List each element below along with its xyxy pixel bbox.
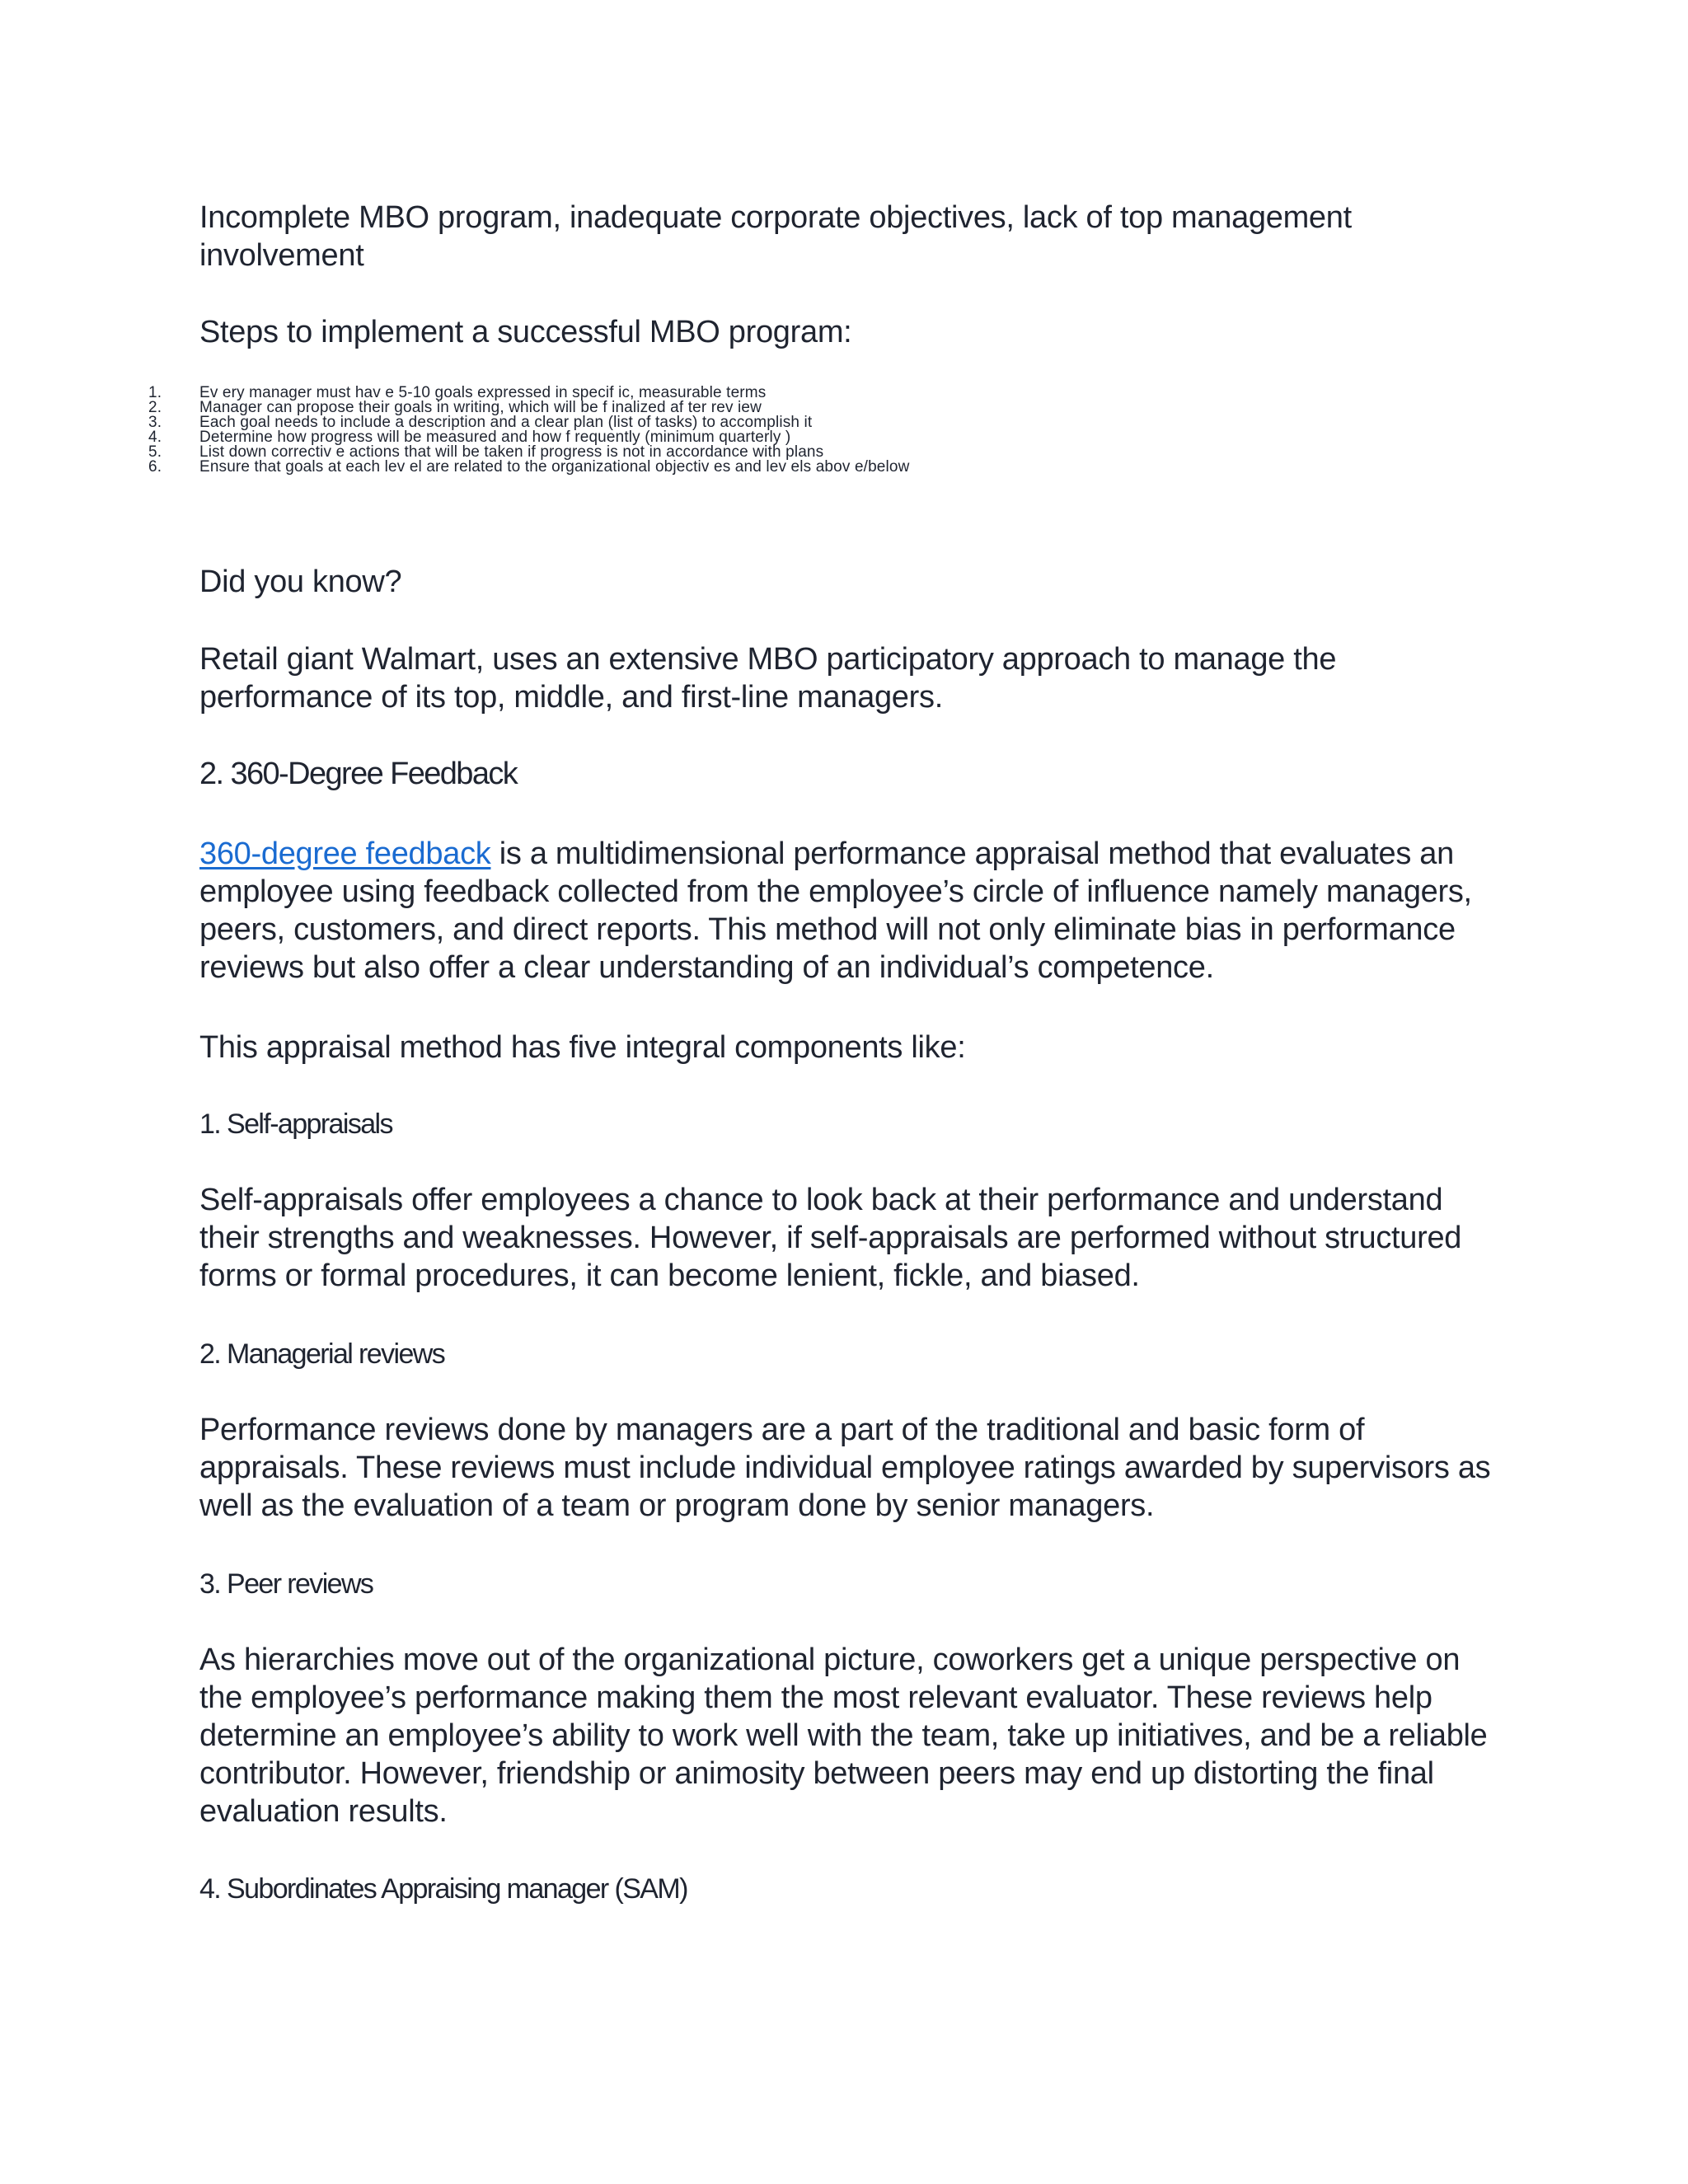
list-item-text: Ensure that goals at each lev el are related to the organizational objectiv es and lev els abov e/below [199,458,910,476]
list-item-text: Determine how progress will be measured and how f requently (minimum quarterly ) [199,429,791,446]
feedback-360-paragraph-text: is a multidimensional performance appraisal method that evaluates an employee using feedback collected from the employee’s circle of influence namely managers, peers, customers, and direct reports. This method will not only eliminate bias in performance reviews but also offer a clear understanding of an individual’s competence. [199,837,1472,985]
list-item-text: List down correctiv e actions that will be taken if progress is not in accordance with plans [199,443,824,461]
self-appraisals-paragraph: Self-appraisals offer employees a chance to look back at their performance and understand their strengths and weaknesses. However, if self-appraisals are performed without structured forms or formal procedures, it can become lenient, fickle, and biased. [199,1183,1462,1293]
managerial-reviews-paragraph: Performance reviews done by managers are a part of the traditional and basic form of appraisals. These reviews must include individual employee ratings awarded by supervisors as well as the evaluation of a team or program done by senior managers. [199,1413,1491,1523]
list-item-number: 5. [148,443,162,461]
intro-paragraph: Incomplete MBO program, inadequate corporate objectives, lack of top management involvement [199,200,1352,273]
list-item [0,460,1154,475]
list-item-text: Each goal needs to include a description and a clear plan (list of tasks) to accomplish it [199,414,813,431]
list-item-number: 6. [148,458,162,476]
list-item-number: 4. [148,429,162,446]
list-item-number: 1. [148,384,162,401]
peer-reviews-paragraph: As hierarchies move out of the organizational picture, coworkers get a unique perspective on the employee’s performance making them the most relevant evaluator. These reviews help determine an employee’s ability to work well with the team, take up initiatives, and be a reliable contributor. However, friendship or animosity between peers may end up distorting the final evaluation results. [199,1643,1488,1829]
list-item-text: Ev ery manager must hav e 5-10 goals expressed in specif ic, measurable terms [199,384,767,401]
feedback-360-paragraph [199,835,1502,987]
list-item-number: 2. [148,399,162,416]
component-heading-sam: 4. Subordinates Appraising manager (SAM) [199,1873,687,1905]
steps-heading: Steps to implement a successful MBO program: [199,315,852,349]
steps-list [0,386,1154,475]
did-you-know-heading: Did you know? [199,565,402,599]
section-heading-360-feedback: 2. 360-Degree Feedback [199,757,518,791]
feedback-360-link[interactable]: 360-degree feedback [199,837,491,871]
component-heading-self-appraisals: 1. Self-appraisals [199,1108,392,1140]
component-heading-managerial-reviews: 2. Managerial reviews [199,1338,445,1370]
component-heading-peer-reviews: 3. Peer reviews [199,1568,373,1600]
list-item-text: Manager can propose their goals in writing, which will be f inalized af ter rev iew [199,399,762,416]
components-intro: This appraisal method has five integral components like: [199,1030,966,1065]
list-item-number: 3. [148,414,162,431]
did-you-know-paragraph: Retail giant Walmart, uses an extensive MBO participatory approach to manage the performance of its top, middle, and first-line managers. [199,642,1337,715]
